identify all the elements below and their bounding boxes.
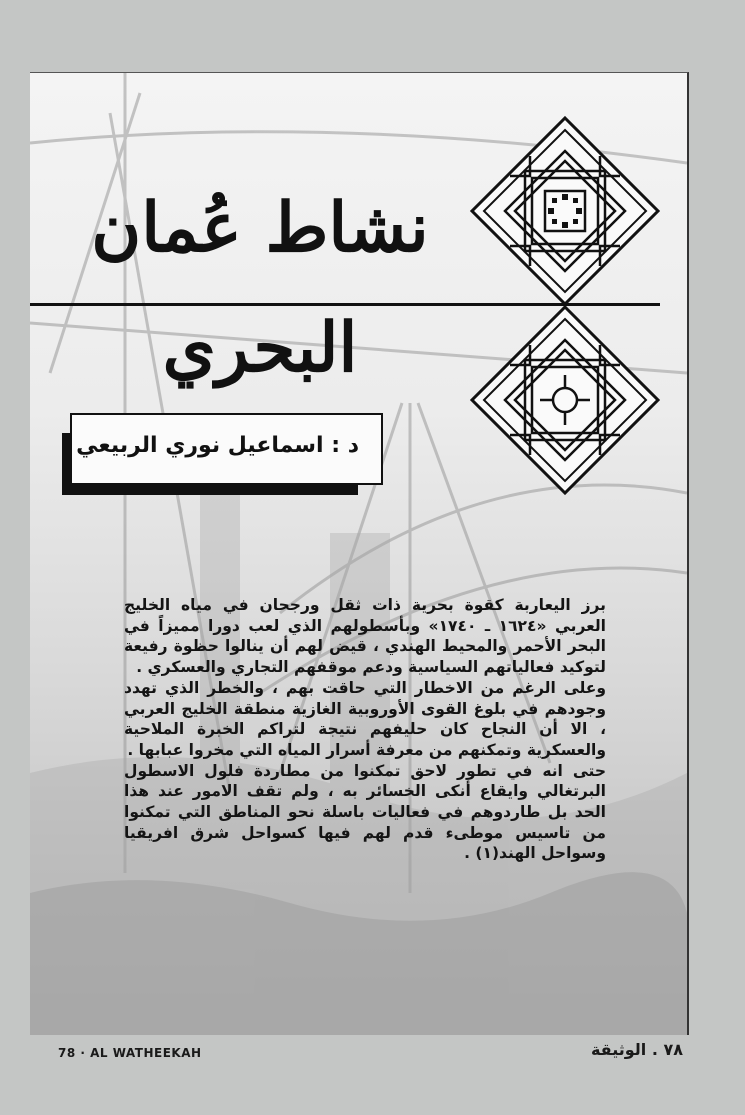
author-box — [70, 413, 383, 485]
geometric-star-ornament-top — [470, 116, 660, 306]
paragraph: برز اليعاربة كقوة بحرية ذات ثقل ورجحان في مياه الخليج العربي «١٦٢٤ ـ ١٧٤٠» وبأسطولهم الذي لعب دورا مميزاً في البحر الأحمر والمحيط الهندي ، قيض لهم أن ينالوا حظوة رفيعة لتوكيد فعالياتهم السياسية ودعم موقفهم التجاري والعسكري . — [124, 596, 606, 677]
article-body — [124, 595, 606, 864]
paragraph: وعلى الرغم من الاخطار التي حاقت بهم ، والخطر الذي تهدد وجودهم في بلوغ القوى الأوروبية الغازية منطقة الخليج العربي ، الا أن النجاح كان حليفهم نتيجة لتراكم الخبرة الملاحية والعسكرية وتمكنهم من معرفة أسرار المياه التي مخروا عبابها . — [124, 678, 606, 759]
author-name: د : اسماعيل نوري الربيعي — [76, 433, 359, 458]
page-number-arabic: ٧٨ . الوثيقة — [590, 1040, 683, 1059]
page-number-latin: 78 · AL WATHEEKAH — [58, 1046, 202, 1060]
paragraph: حتى انه في تطور لاحق تمكنوا من مطاردة فلول الاسطول البرتغالي وايقاع أنكى الخسائر به ، ولم تقف الامور عند هذا الحد بل طاردوهم في فعاليات باسلة نحو المناطق التي تمكنوا من تاسيس موطىء قدم لهم فيها كسواحل شرق افريقيا وسواحل الهند(١) . — [124, 761, 606, 863]
geometric-star-ornament-bottom — [470, 305, 660, 495]
page-content — [30, 72, 689, 1035]
article-title: نشاط عُمان البحري — [91, 188, 429, 388]
